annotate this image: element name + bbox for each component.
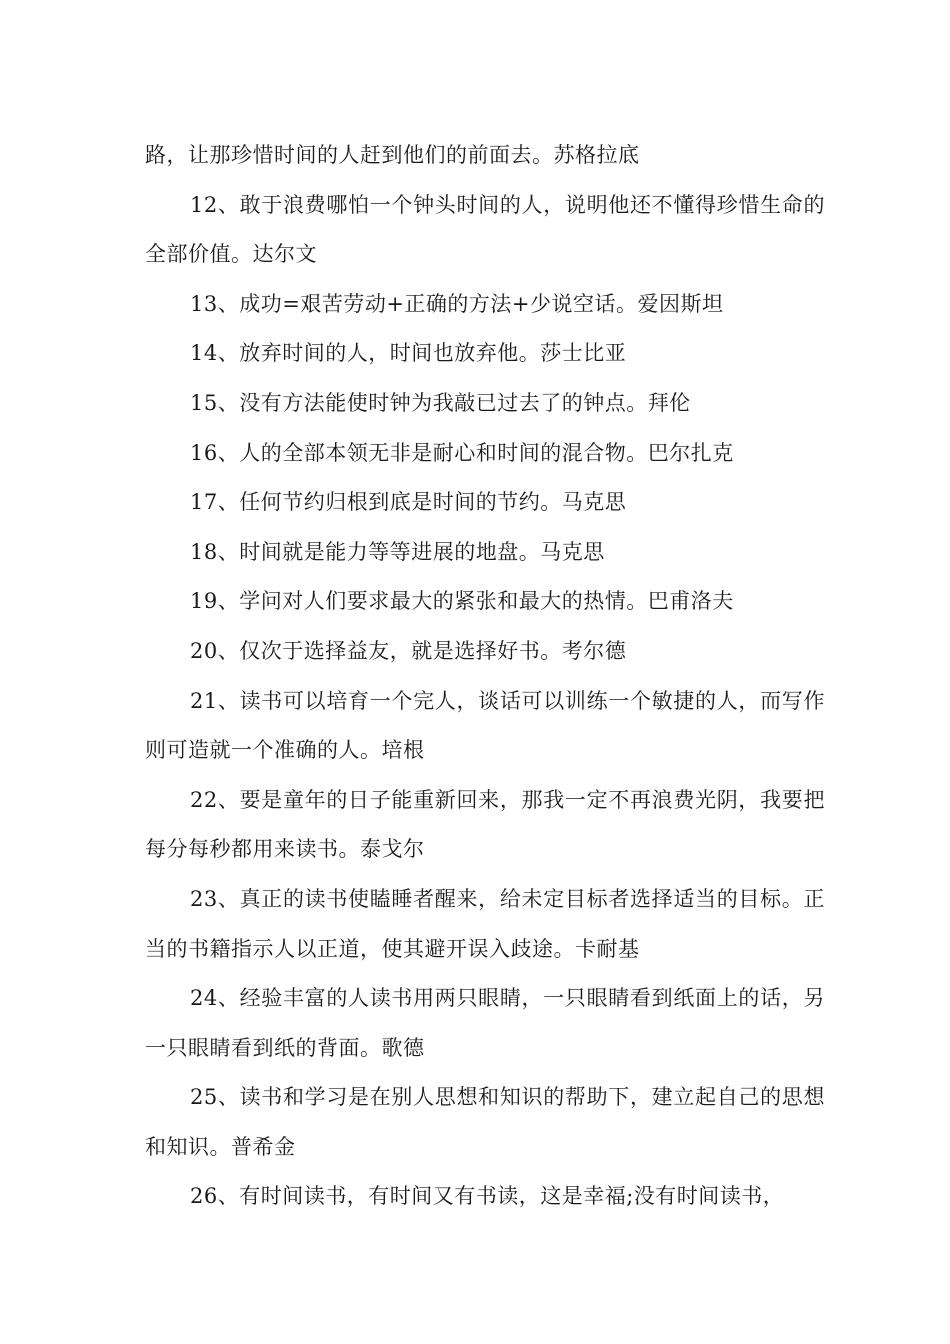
quote-13: 13、成功=艰苦劳动+正确的方法+少说空话。爱因斯坦 <box>190 291 724 316</box>
quote-12: 12、敢于浪费哪怕一个钟头时间的人，说明他还不懂得珍惜生命的全部价值。达尔文 <box>145 192 825 267</box>
quote-22: 22、要是童年的日子能重新回来，那我一定不再浪费光阴，我要把每分每秒都用来读书。泰戈尔 <box>145 787 825 862</box>
quote-15: 15、没有方法能使时钟为我敲已过去了的钟点。拜伦 <box>190 390 691 415</box>
quote-23: 23、真正的读书使瞌睡者醒来，给未定目标者选择适当的目标。正当的书籍指示人以正道，使其避开误入歧途。卡耐基 <box>145 886 825 961</box>
quote-17: 17、任何节约归根到底是时间的节约。马克思 <box>190 490 627 515</box>
paragraph-continuation: 路，让那珍惜时间的人赶到他们的前面去。苏格拉底 <box>145 143 640 167</box>
quote-18: 18、时间就是能力等等进展的地盘。马克思 <box>190 539 605 564</box>
quote-20: 20、仅次于选择益友，就是选择好书。考尔德 <box>190 638 627 663</box>
quote-24: 24、经验丰富的人读书用两只眼睛，一只眼睛看到纸面上的话，另一只眼睛看到纸的背面。歌德 <box>145 986 825 1060</box>
quote-19: 19、学问对人们要求最大的紧张和最大的热情。巴甫洛夫 <box>190 589 734 614</box>
quote-25: 25、读书和学习是在别人思想和知识的帮助下，建立起自己的思想和知识。普希金 <box>145 1085 825 1159</box>
quote-16: 16、人的全部本领无非是耐心和时间的混合物。巴尔扎克 <box>190 440 734 465</box>
quote-21: 21、读书可以培育一个完人，谈话可以训练一个敏捷的人，而写作则可造就一个准确的人。培根 <box>145 688 825 763</box>
quote-14: 14、放弃时间的人，时间也放弃他。莎士比亚 <box>190 341 627 366</box>
quote-26: 26、有时间读书，有时间又有书读，这是幸福;没有时间读书， <box>190 1184 785 1209</box>
document-body <box>145 131 825 1222</box>
